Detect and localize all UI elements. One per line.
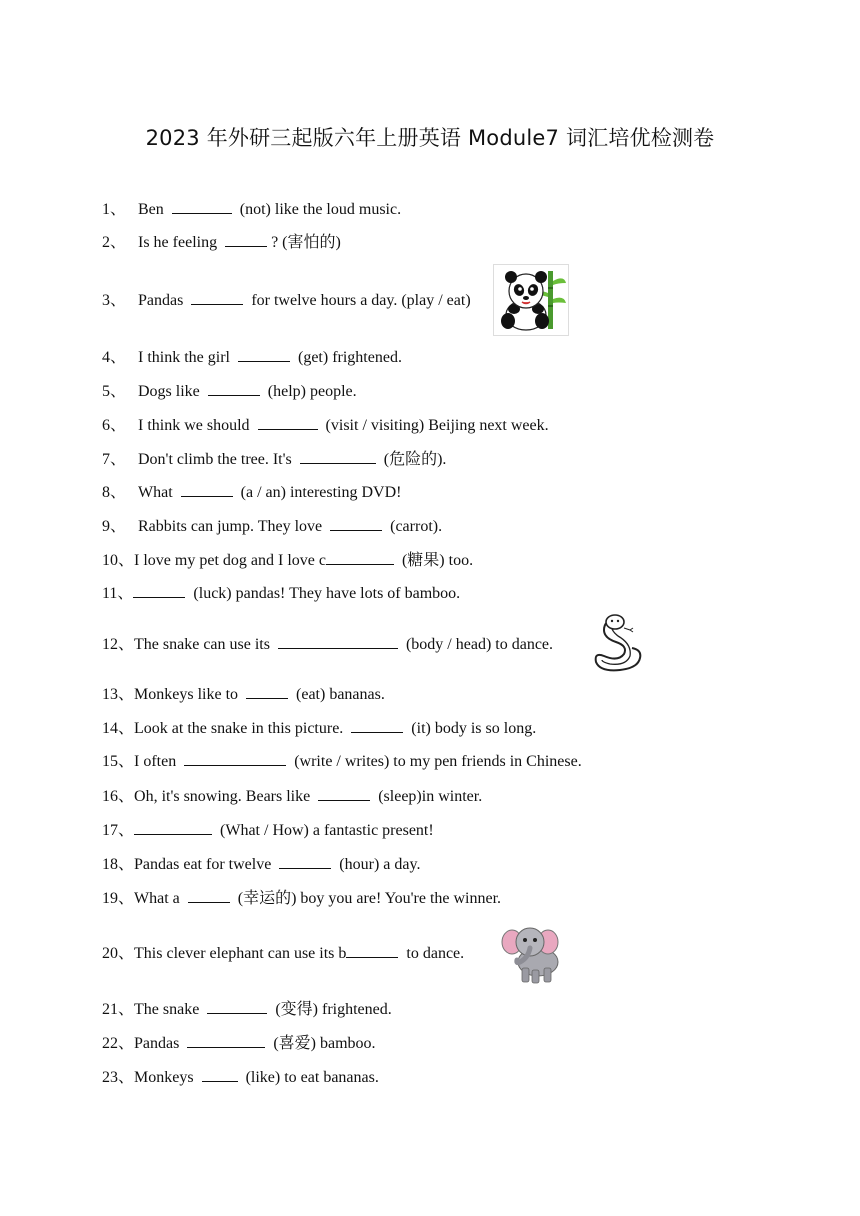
answer-blank[interactable] [326,550,394,565]
answer-blank[interactable] [187,1033,265,1048]
question-4: 4、 I think the girl (get) frightened. [102,349,402,366]
question-12: 12、The snake can use its (body / head) to dance. [102,636,554,653]
question-3: 3、 Pandas for twelve hours a day. (play / eat) [102,292,471,309]
answer-blank[interactable] [278,634,398,649]
answer-blank[interactable] [246,684,288,699]
question-18: 18、Pandas eat for twelve (hour) a day. [102,856,421,873]
question-23: 23、Monkeys (like) to eat bananas. [102,1069,379,1086]
question-5: 5、 Dogs like (help) people. [102,383,357,400]
question-11: 11、 (luck) pandas! They have lots of bamboo. [102,585,461,602]
answer-blank[interactable] [172,199,232,214]
answer-blank[interactable] [279,854,331,869]
question-1: 1、 Ben (not) like the loud music. [102,201,402,218]
answer-blank[interactable] [318,786,370,801]
elephant-icon [500,920,566,986]
answer-blank[interactable] [188,888,230,903]
answer-blank[interactable] [225,232,267,247]
answer-blank[interactable] [181,482,233,497]
question-6: 6、 I think we should (visit / visiting) Beijing next week. [102,417,549,434]
answer-blank[interactable] [330,516,382,531]
question-7: 7、 Don't climb the tree. It's (危险的). [102,451,447,468]
answer-blank[interactable] [184,751,286,766]
answer-blank[interactable] [191,290,243,305]
question-20: 20、This clever elephant can use its b to dance. [102,945,465,962]
question-17: 17、 (What / How) a fantastic present! [102,822,434,839]
panda-icon [493,264,569,336]
question-22: 22、Pandas (喜爱) bamboo. [102,1035,376,1052]
question-14: 14、Look at the snake in this picture. (it) body is so long. [102,720,537,737]
answer-blank[interactable] [202,1067,238,1082]
answer-blank[interactable] [351,718,403,733]
answer-blank[interactable] [346,943,398,958]
question-16: 16、Oh, it's snowing. Bears like (sleep)in winter. [102,788,483,805]
answer-blank[interactable] [238,347,290,362]
question-2: 2、 Is he feeling ? (害怕的) [102,234,341,251]
question-21: 21、The snake (变得) frightened. [102,1001,392,1018]
answer-blank[interactable] [207,999,267,1014]
snake-icon [588,612,650,674]
answer-blank[interactable] [300,449,376,464]
page-title: 2023 年外研三起版六年上册英语 Module7 词汇培优检测卷 [145,126,715,150]
answer-blank[interactable] [208,381,260,396]
question-15: 15、I often (write / writes) to my pen friends in Chinese. [102,753,582,770]
question-13: 13、Monkeys like to (eat) bananas. [102,686,385,703]
answer-blank[interactable] [134,820,212,835]
question-9: 9、 Rabbits can jump. They love (carrot). [102,518,443,535]
answer-blank[interactable] [258,415,318,430]
answer-blank[interactable] [133,583,185,598]
question-8: 8、 What (a / an) interesting DVD! [102,484,402,501]
question-10: 10、I love my pet dog and I love c (糖果) too. [102,552,474,569]
question-19: 19、What a (幸运的) boy you are! You're the winner. [102,890,502,907]
